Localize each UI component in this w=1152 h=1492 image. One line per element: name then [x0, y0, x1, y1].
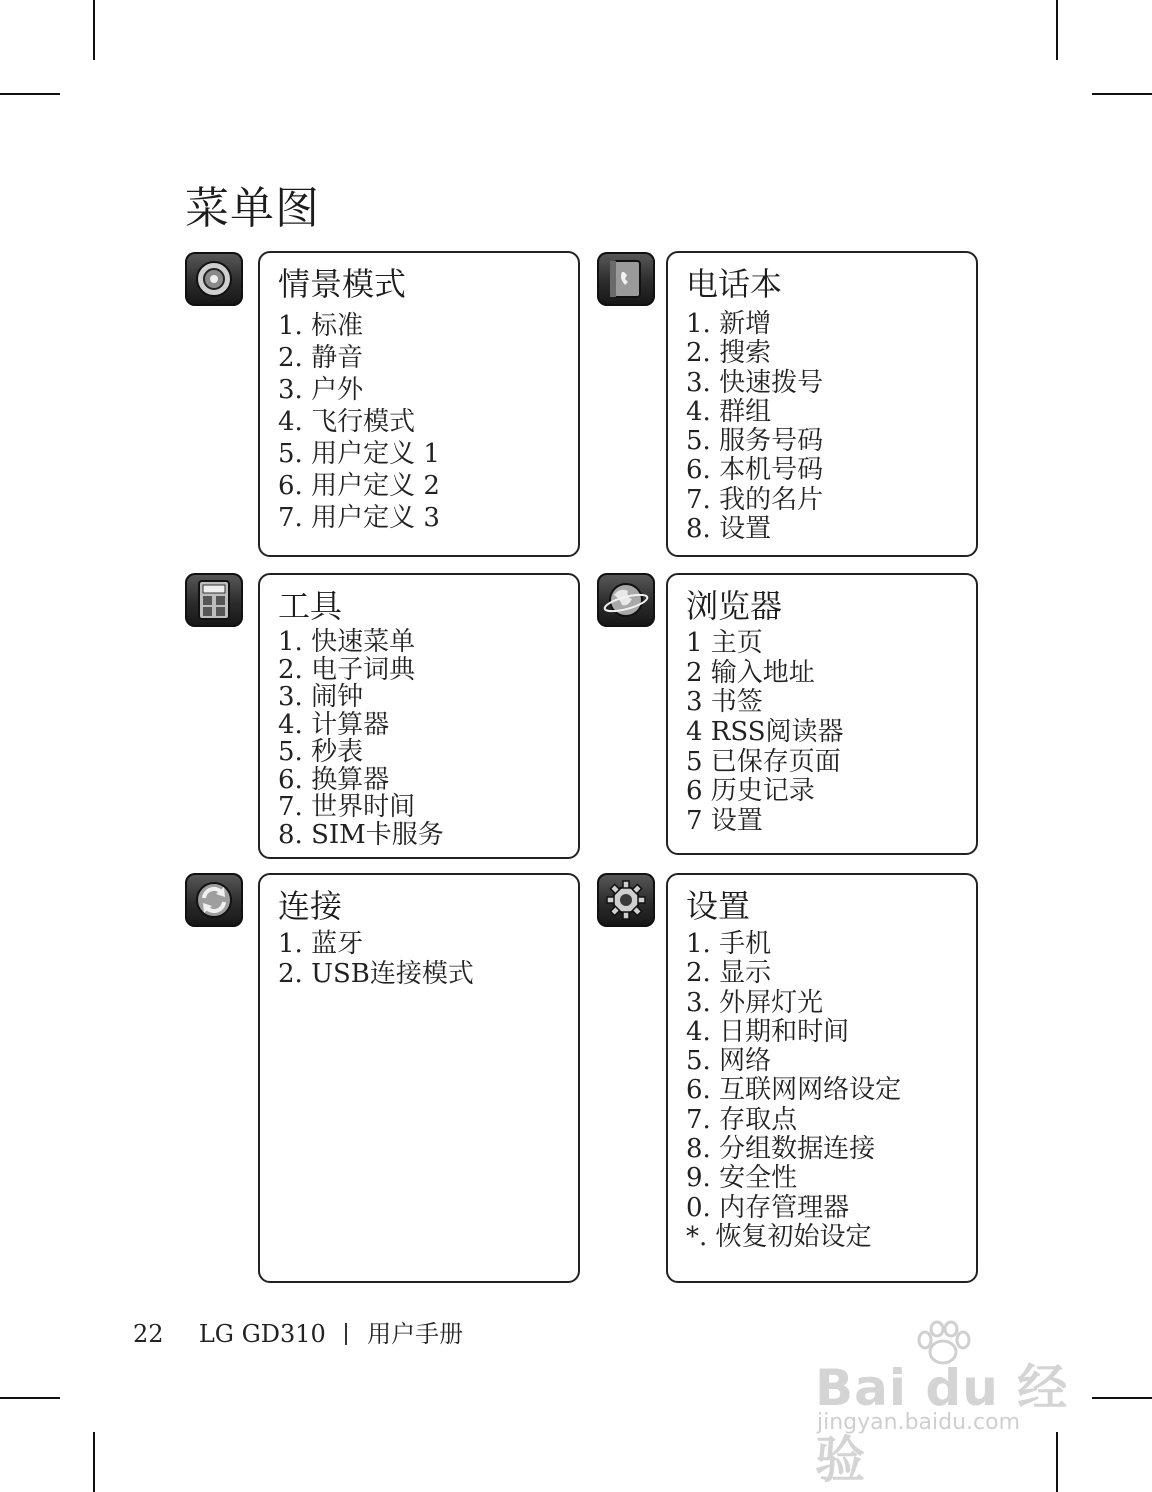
- section-box: [258, 251, 580, 557]
- menu-item: 2. 显示: [686, 958, 772, 989]
- menu-item: 7. 存取点: [686, 1104, 798, 1135]
- menu-item: 4. 计算器: [278, 709, 390, 740]
- menu-item: 6. 互联网网络设定: [686, 1075, 902, 1106]
- menu-item: 2 输入地址: [686, 657, 815, 688]
- crop-mark: [0, 93, 60, 95]
- menu-item: 1. 标准: [278, 311, 364, 341]
- menu-item: 3. 户外: [278, 375, 364, 405]
- menu-item: 1. 手机: [686, 929, 772, 959]
- menu-list: [278, 621, 444, 850]
- phonebook-icon: [597, 252, 655, 306]
- page-footer: [133, 1314, 463, 1349]
- menu-item: *. 恢复初始设定: [686, 1221, 872, 1252]
- menu-item: 6 历史记录: [686, 776, 815, 807]
- menu-list: [686, 622, 844, 837]
- section-title: 工具: [278, 587, 343, 625]
- menu-item: 1. 快速菜单: [278, 627, 416, 657]
- section-title: 设置: [686, 887, 751, 925]
- crop-mark: [93, 0, 95, 60]
- menu-list: [278, 923, 474, 989]
- menu-item: 6. 换算器: [278, 764, 390, 795]
- section-title: 浏览器: [686, 587, 783, 625]
- menu-item: 0. 内存管理器: [686, 1192, 850, 1223]
- watermark-brand: Bai du 经验: [815, 1359, 1069, 1489]
- menu-item: 4. 日期和时间: [686, 1016, 850, 1047]
- crop-mark: [1056, 0, 1058, 60]
- menu-item: 5. 网络: [686, 1046, 772, 1077]
- menu-item: 5 已保存页面: [686, 746, 841, 777]
- section-box: [258, 573, 580, 859]
- menu-item: 3. 闹钟: [278, 682, 364, 712]
- menu-item: 7. 用户定义 3: [278, 503, 440, 533]
- speaker-icon: [185, 252, 243, 306]
- section-box: [666, 873, 978, 1283]
- baidu-watermark: [815, 1320, 1085, 1489]
- manual-name: 用户手册: [367, 1320, 464, 1348]
- menu-list: [686, 303, 824, 545]
- sync-icon: [185, 873, 243, 927]
- menu-item: 1. 新增: [686, 309, 772, 339]
- model-name: LG GD310: [198, 1320, 326, 1348]
- section-box: [666, 573, 978, 855]
- menu-item: 1 主页: [686, 628, 763, 658]
- menu-list: [278, 305, 440, 533]
- menu-item: 9. 安全性: [686, 1163, 798, 1194]
- menu-item: 2. 静音: [278, 343, 364, 373]
- menu-item: 7 设置: [686, 806, 763, 837]
- crop-mark: [1092, 1397, 1152, 1399]
- menu-item: 4. 群组: [686, 396, 772, 427]
- menu-item: 6. 用户定义 2: [278, 471, 440, 501]
- page-title: 菜单图: [185, 183, 320, 234]
- menu-item: 3. 快速拨号: [686, 367, 824, 398]
- menu-item: 5. 用户定义 1: [278, 439, 440, 469]
- section-title: 电话本: [686, 265, 783, 303]
- globe-icon: [597, 573, 655, 627]
- menu-item: 3 书签: [686, 687, 763, 718]
- menu-item: 2. USB连接模式: [278, 959, 474, 989]
- menu-item: 2. 电子词典: [278, 654, 416, 685]
- calculator-icon: [185, 573, 243, 627]
- gear-icon: [597, 873, 655, 927]
- section-box: [258, 873, 580, 1283]
- menu-item: 7. 我的名片: [686, 484, 824, 515]
- menu-item: 5. 秒表: [278, 737, 364, 767]
- menu-item: 8. 分组数据连接: [686, 1134, 876, 1165]
- menu-item: 3. 外屏灯光: [686, 987, 824, 1018]
- menu-item: 8. 设置: [686, 514, 772, 545]
- menu-item: 7. 世界时间: [278, 792, 416, 822]
- section-box: [666, 251, 978, 557]
- menu-item: 8. SIM卡服务: [278, 819, 444, 850]
- menu-item: 2. 搜索: [686, 338, 772, 369]
- crop-mark: [93, 1432, 95, 1492]
- menu-item: 4 RSS阅读器: [686, 717, 844, 748]
- crop-mark: [1092, 93, 1152, 95]
- menu-item: 4. 飞行模式: [278, 407, 416, 437]
- page-number: 22: [133, 1320, 164, 1348]
- section-title: 情景模式: [278, 265, 407, 303]
- footer-separator: [345, 1323, 347, 1345]
- section-title: 连接: [278, 887, 343, 925]
- menu-item: 1. 蓝牙: [278, 929, 364, 959]
- menu-list: [686, 923, 902, 1252]
- menu-item: 6. 本机号码: [686, 455, 824, 486]
- crop-mark: [0, 1397, 60, 1399]
- watermark-url: jingyan.baidu.com: [817, 1410, 1021, 1435]
- menu-item: 5. 服务号码: [686, 426, 824, 457]
